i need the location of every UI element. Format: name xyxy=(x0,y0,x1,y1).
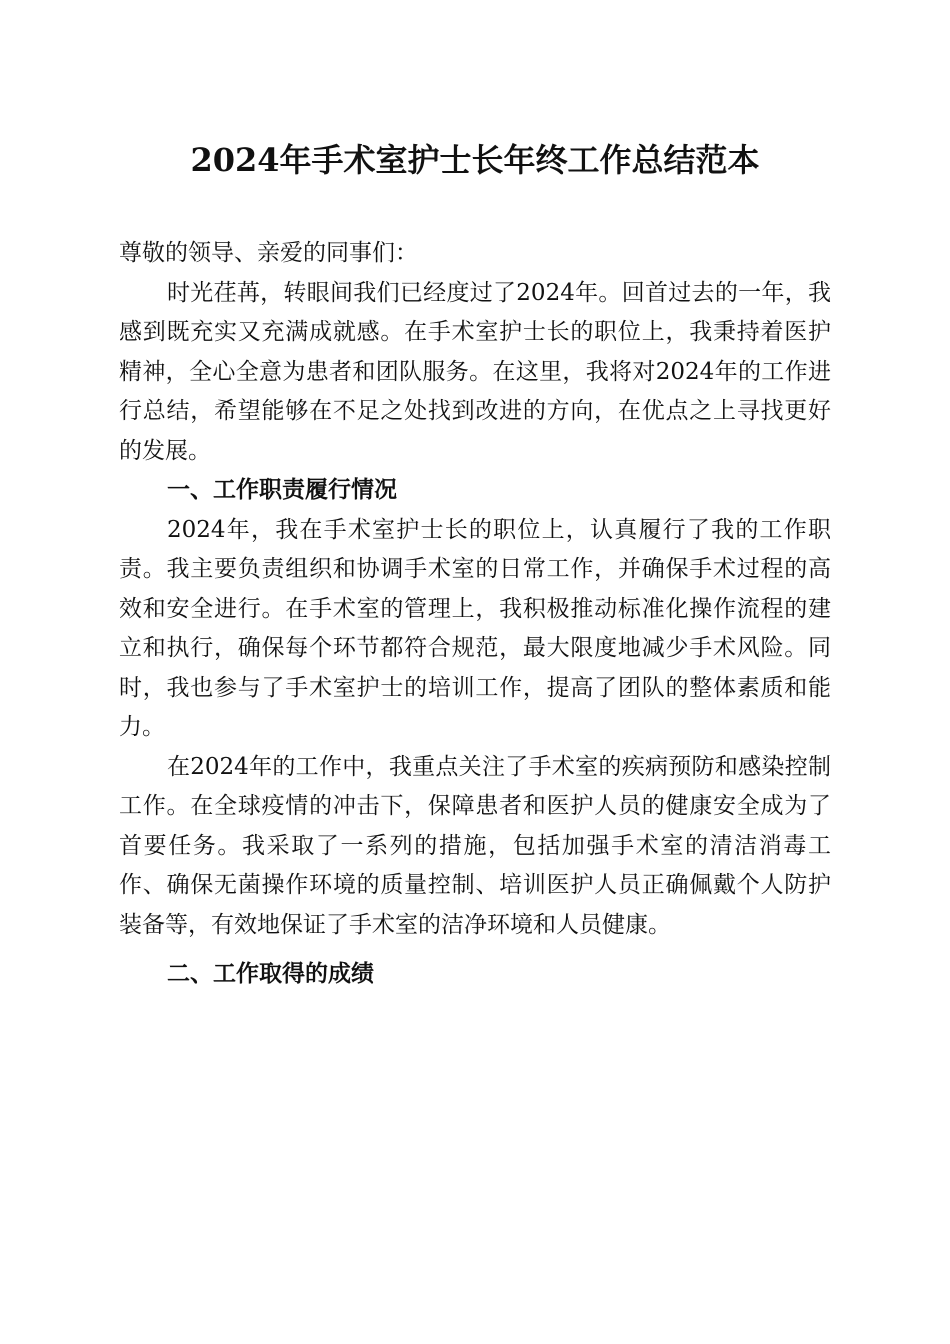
intro-paragraph: 时光荏苒，转眼间我们已经度过了2024年。回首过去的一年，我感到既充实又充满成就感。在手术室护士长的职位上，我秉持着医护精神，全心全意为患者和团队服务。在这里，我将对2024年的工作进行总结，希望能够在不足之处找到改进的方向，在优点之上寻找更好的发展。 xyxy=(119,279,831,464)
document-title: 2024年手术室护士长年终工作总结范本 xyxy=(190,141,760,179)
duties-paragraph: 2024年，我在手术室护士长的职位上，认真履行了我的工作职责。我主要负责组织和协调手术室的日常工作，并确保手术过程的高效和安全进行。在手术室的管理上，我积极推动标准化操作流程的建立和执行，确保每个环节都符合规范，最大限度地减少手术风险。同时，我也参与了手术室护士的培训工作，提高了团队的整体素质和能力。 xyxy=(119,516,831,740)
document-body xyxy=(119,234,831,995)
section-heading-2: 二、工作取得的成绩 xyxy=(167,961,374,987)
infection-control-paragraph: 在2024年的工作中，我重点关注了手术室的疾病预防和感染控制工作。在全球疫情的冲击下，保障患者和医护人员的健康安全成为了首要任务。我采取了一系列的措施，包括加强手术室的清洁消毒工作、确保无菌操作环境的质量控制、培训医护人员正确佩戴个人防护装备等，有效地保证了手术室的洁净环境和人员健康。 xyxy=(119,753,831,938)
section-heading-1: 一、工作职责履行情况 xyxy=(167,477,397,503)
salutation: 尊敬的领导、亲爱的同事们： xyxy=(119,240,418,266)
